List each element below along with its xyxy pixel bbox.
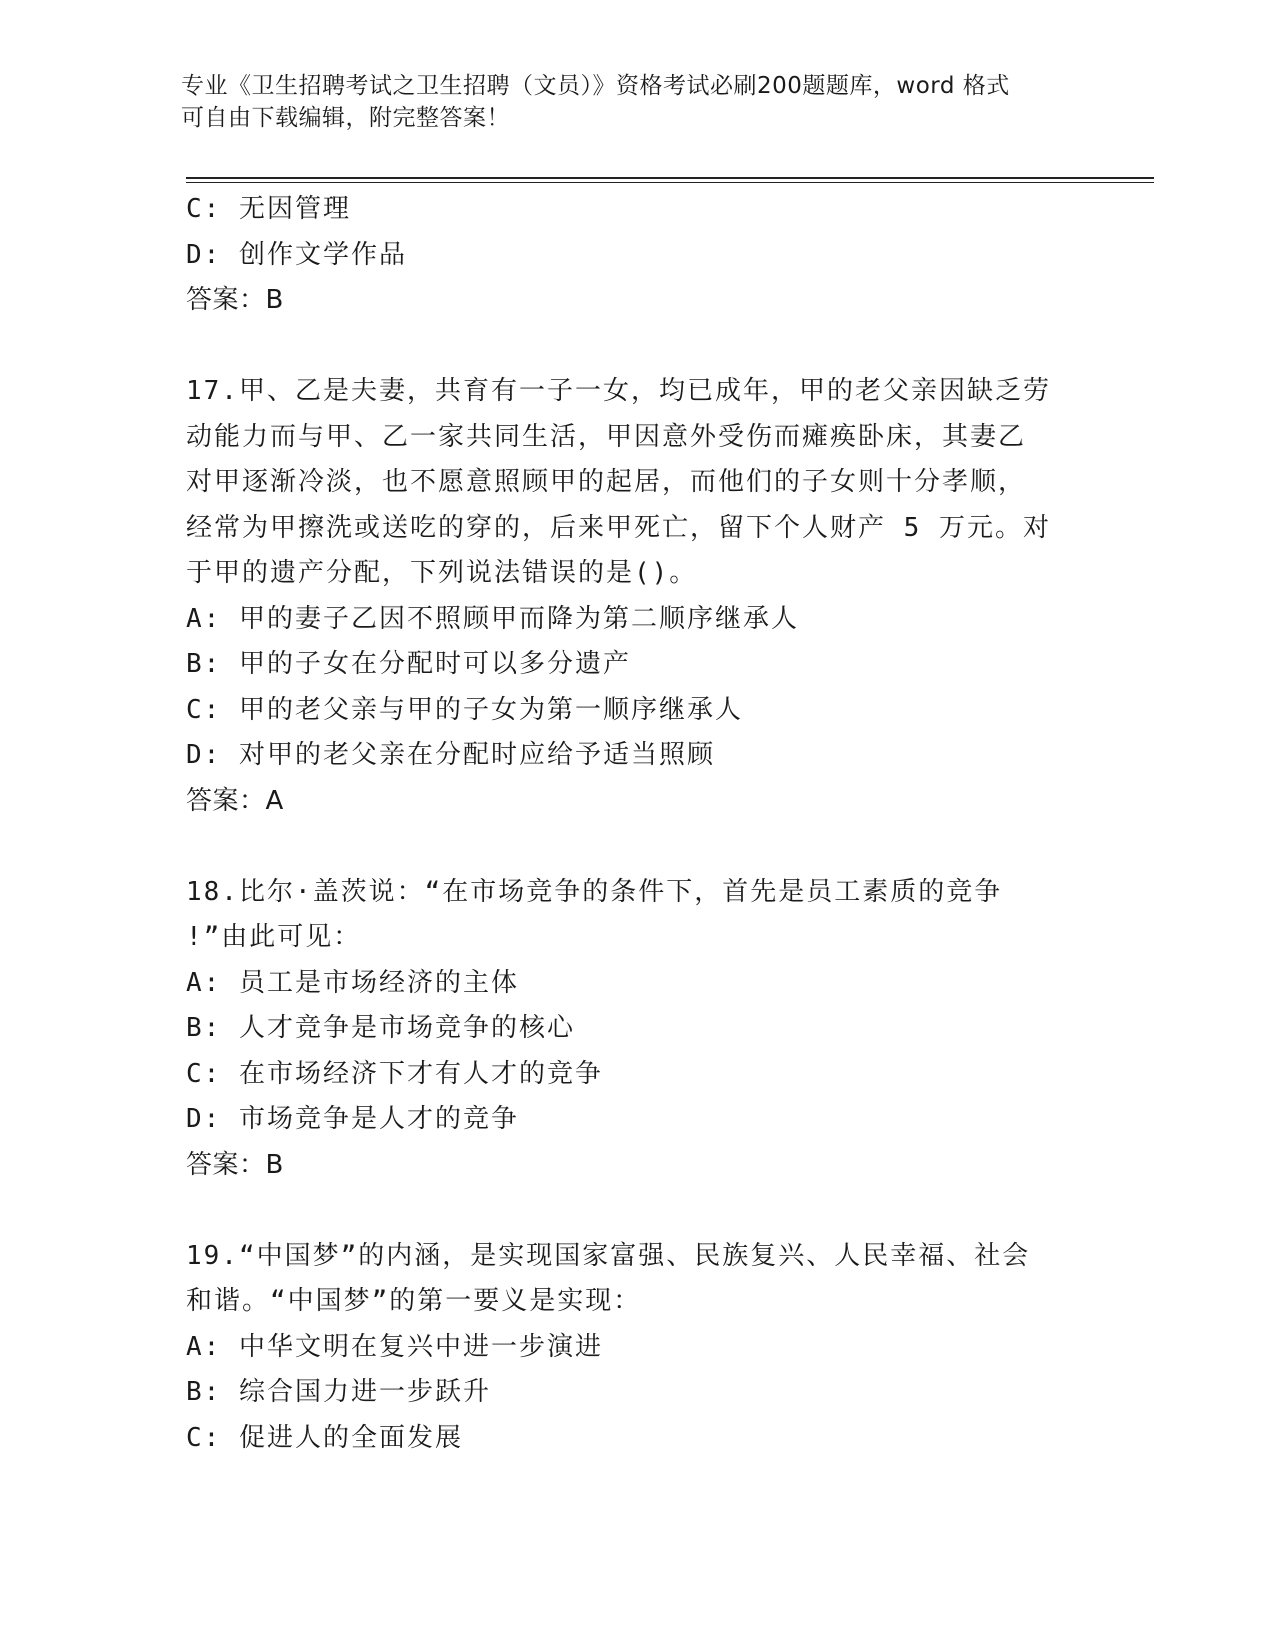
option-d: D: 创作文学作品 <box>186 239 407 270</box>
option-b: B: 综合国力进一步跃升 <box>186 1377 491 1407</box>
answer-line: 答案：B <box>186 285 284 315</box>
question-stem-line: 19.“中国梦”的内涵，是实现国家富强、民族复兴、人民幸福、社会 <box>186 1240 1031 1271</box>
question-stem-line: !”由此可见： <box>186 922 362 952</box>
question-stem-line: 于甲的遗产分配，下列说法错误的是()。 <box>186 558 698 588</box>
question-stem-line: 18.比尔·盖茨说：“在市场竞争的条件下，首先是员工素质的竞争 <box>186 876 1003 907</box>
document-header <box>181 70 1061 134</box>
option-c: C: 甲的老父亲与甲的子女为第一顺序继承人 <box>186 694 743 725</box>
option-b: B: 甲的子女在分配时可以多分遗产 <box>186 649 631 679</box>
header-rule-thick <box>186 177 1154 179</box>
answer-line: 答案：B <box>186 1149 284 1180</box>
question-stem-line: 17.甲、乙是夫妻，共育有一子一女，均已成年，甲的老父亲因缺乏劳 <box>186 376 1051 406</box>
question-stem-line: 和谐。“中国梦”的第一要义是实现： <box>186 1286 642 1316</box>
option-d: D: 对甲的老父亲在分配时应给予适当照顾 <box>186 740 715 770</box>
question-18 <box>186 870 1106 1189</box>
header-rule-thin <box>186 182 1154 183</box>
question-spacer <box>186 824 1106 870</box>
option-b: B: 人才竞争是市场竞争的核心 <box>186 1013 575 1043</box>
option-c: C: 促进人的全面发展 <box>186 1422 463 1453</box>
answer-line: 答案：A <box>186 785 284 816</box>
question-17 <box>186 369 1106 824</box>
question-spacer <box>186 1188 1106 1234</box>
question-stem-line: 经常为甲擦洗或送吃的穿的，后来甲死亡，留下个人财产 5 万元。对 <box>186 512 1051 543</box>
question-stem-line: 对甲逐渐冷淡，也不愿意照顾甲的起居，而他们的子女则十分孝顺， <box>186 467 1027 497</box>
option-a: A: 甲的妻子乙因不照顾甲而降为第二顺序继承人 <box>186 603 799 634</box>
question-content <box>186 187 1106 1461</box>
option-d: D: 市场竞争是人才的竞争 <box>186 1104 519 1134</box>
question-spacer <box>186 324 1106 370</box>
option-c: C: 无因管理 <box>186 194 351 224</box>
question-19 <box>186 1234 1106 1462</box>
option-a: A: 中华文明在复兴中进一步演进 <box>186 1331 603 1362</box>
question-16-tail <box>186 187 1106 324</box>
header-line-1: 专业《卫生招聘考试之卫生招聘（文员）》资格考试必刷200题题库，word 格式 <box>181 73 1010 99</box>
question-stem-line: 动能力而与甲、乙一家共同生活，甲因意外受伤而瘫痪卧床，其妻乙 <box>186 421 1027 452</box>
option-a: A: 员工是市场经济的主体 <box>186 967 519 998</box>
option-c: C: 在市场经济下才有人才的竞争 <box>186 1058 603 1089</box>
header-line-2: 可自由下载编辑，附完整答案！ <box>181 105 510 131</box>
